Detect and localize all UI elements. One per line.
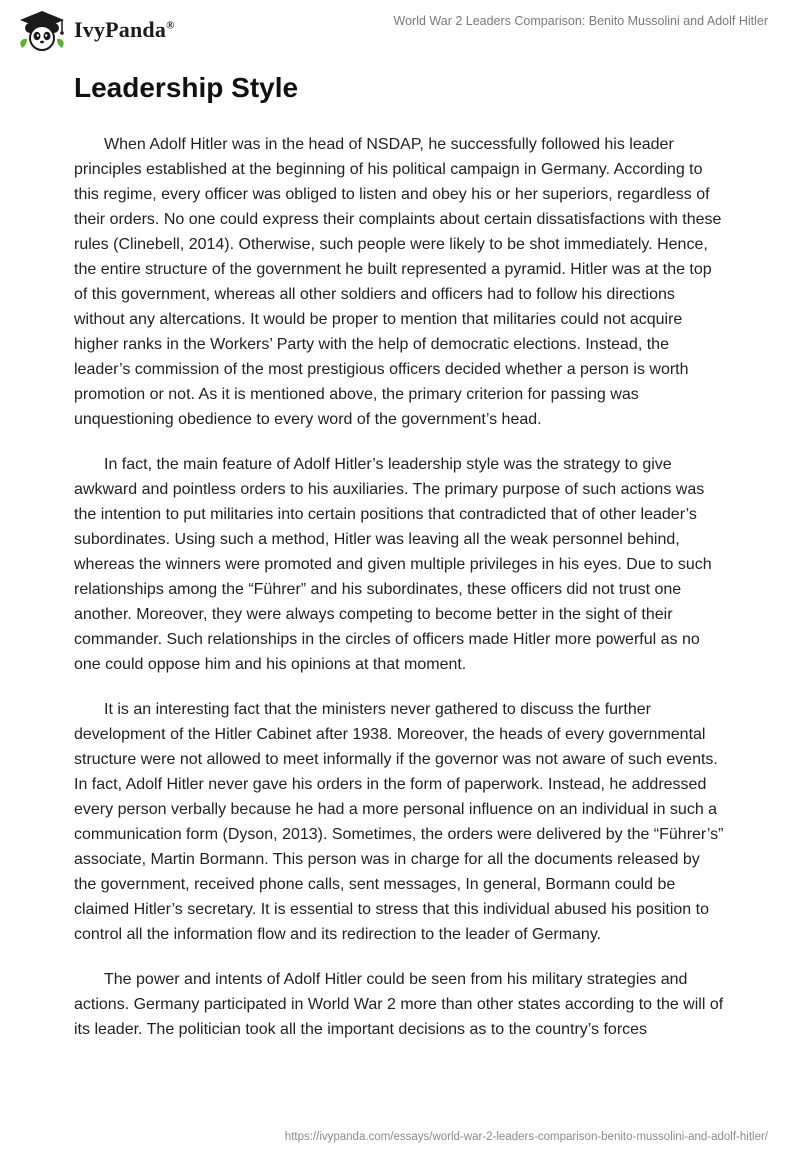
- paragraph: It is an interesting fact that the ministers never gathered to discuss the further development of the Hitler Cabinet after 1938. Moreover, the heads of every governmental structure were not allowed to meet informally if the governor was not aware of such events. In fact, Adolf Hitler never gave his orders in the form of paperwork. Instead, he addressed every person verbally because he had a more personal influence on an individual in such a communication form (Dyson, 2013). Sometimes, the orders were delivered by the “Führer’s” associate, Martin Bormann. This person was in charge for all the documents released by the government, received phone calls, sent messages, In general, Bormann could be claimed Hitler’s secretary. It is essential to stress that this individual abused his position to control all the information flow and its redirection to the leader of Germany.: [74, 701, 724, 943]
- essay-body: [74, 132, 726, 1062]
- source-url[interactable]: https://ivypanda.com/essays/world-war-2-leaders-comparison-benito-mussolini-and-adolf-hitler/: [284, 1131, 768, 1143]
- paragraph: In fact, the main feature of Adolf Hitler’s leadership style was the strategy to give awkward and pointless orders to his auxiliaries. The primary purpose of such actions was the intention to put militaries into certain positions that contradicted that of other leader’s subordinates. Using such a method, Hitler was leaving all the weak personnel behind, whereas the winners were promoted and given multiple privileges in his eyes. Due to such relationships among the “Führer” and his subordinates, these officers did not trust one another. Moreover, they were always competing to become better in the sight of their commander. Such relationships in the circles of officers made Hitler more powerful as no one could oppose him and his opinions at that moment.: [74, 456, 712, 673]
- paragraph: The power and intents of Adolf Hitler could be seen from his military strategies and actions. Germany participated in World War 2 more than other states according to the will of its leader. The politician took all the important decisions as to the country’s forces: [74, 971, 724, 1038]
- page-header: [0, 0, 800, 60]
- paragraph: When Adolf Hitler was in the head of NSDAP, he successfully followed his leader principles established at the beginning of his political campaign in Germany. According to this regime, every officer was obliged to listen and obey his or her superiors, regardless of their orders. No one could express their complaints about certain dissatisfactions with these rules (Clinebell, 2014). Otherwise, such people were likely to be shot immediately. Hence, the entire structure of the government he built represented a pyramid. Hitler was at the top of this government, whereas all other soldiers and officers had to follow his directions without any altercations. It would be proper to mention that militaries could not acquire higher ranks in the Workers’ Party with the help of democratic elections. Instead, the leader’s commission of the most prestigious officers decided whether a person is worth promotion or not. As it is mentioned above, the primary criterion for passing was unquestioning obedience to every word of the government’s head.: [74, 136, 722, 428]
- registered-mark: ®: [166, 19, 175, 32]
- document-title: World War 2 Leaders Comparison: Benito Mussolini and Adolf Hitler: [393, 14, 768, 28]
- ivypanda-logo[interactable]: [16, 8, 175, 52]
- panda-graduate-icon: [16, 8, 68, 52]
- section-heading: Leadership Style: [74, 72, 299, 103]
- brand-name: IvyPanda®: [74, 17, 175, 42]
